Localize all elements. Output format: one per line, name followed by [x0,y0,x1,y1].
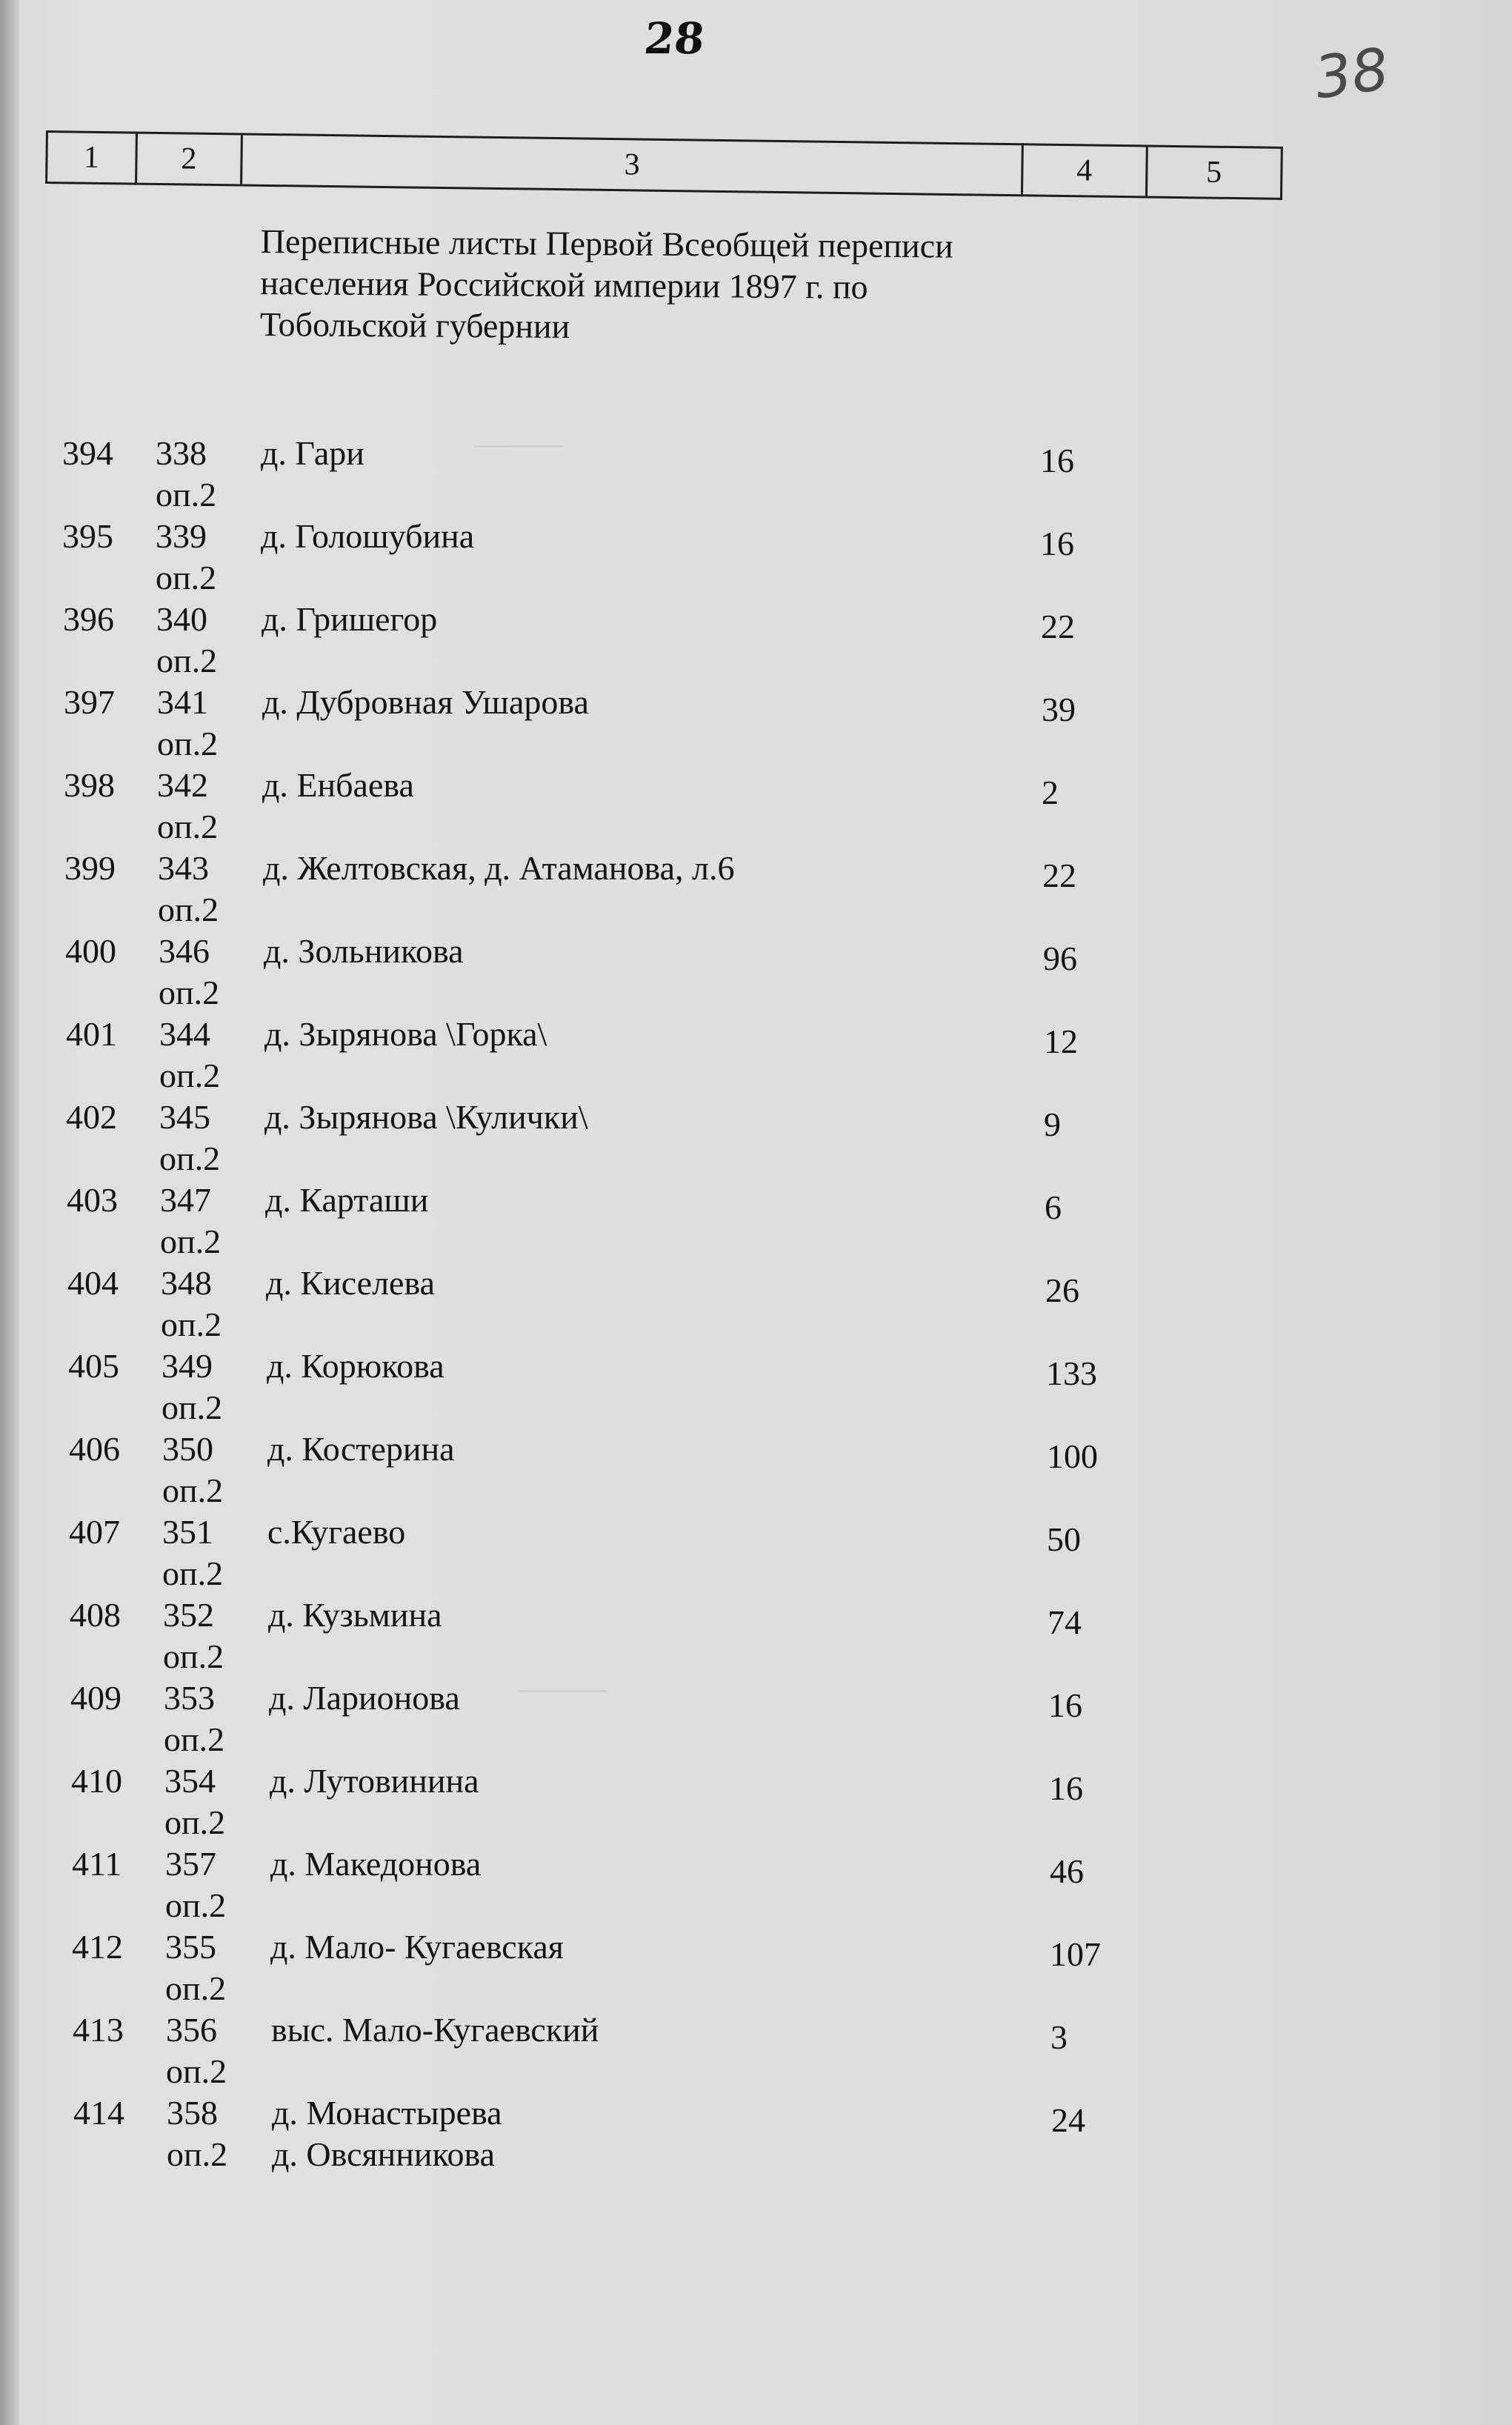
inventory-number: оп.2 [159,1057,221,1094]
sheet-count: 22 [1042,856,1076,894]
sheet-count: 96 [1043,939,1077,977]
case-number: 358 [167,2094,218,2132]
settlement-name: д. Киселева [266,1264,436,1302]
case-number: 357 [165,1845,216,1883]
inventory-number: оп.2 [165,1969,227,2007]
archive-page-number: 38 [1310,36,1393,113]
bleed-through-text: ——— [519,1671,607,1705]
inventory-number: оп.2 [161,1388,223,1426]
sheet-count: 46 [1050,1852,1084,1890]
settlement-name: д. Зырянова \Кулички\ [264,1098,588,1136]
sheet-count: 2 [1042,774,1059,811]
inventory-number: оп.2 [159,974,220,1011]
row-number: 398 [64,766,115,804]
inventory-number: оп.2 [162,1554,224,1592]
inventory-number: оп.2 [164,1803,226,1841]
sheet-count: 39 [1042,691,1076,728]
row-number: 414 [73,2094,124,2132]
sheet-count: 26 [1045,1271,1079,1309]
inventory-number: оп.2 [159,1140,221,1177]
sheet-count: 16 [1049,1769,1083,1807]
case-number: 339 [156,517,207,555]
inventory-number: оп.2 [163,1637,224,1675]
sheet-count: 9 [1044,1105,1061,1143]
sheet-count: 16 [1048,1686,1082,1724]
case-number: 347 [160,1181,211,1219]
inventory-number: оп.2 [165,1886,227,1924]
row-number: 406 [69,1430,120,1468]
settlement-name: д. Голошубина [261,517,475,555]
settlement-name: выс. Мало-Кугаевский [271,2011,599,2049]
column-header-2: 2 [136,133,242,185]
settlement-name: д. Зольникова [264,932,464,970]
sheet-count: 50 [1047,1520,1081,1558]
sheet-count: 133 [1046,1354,1097,1392]
row-number: 407 [69,1513,120,1551]
title-line-3: Тобольской губернии [259,305,570,345]
sheet-count: 16 [1040,525,1074,562]
settlement-name: д. Гари [261,434,364,472]
settlement-name: д. Гришегор [262,600,438,638]
sheet-count: 12 [1044,1022,1078,1060]
inventory-number: оп.2 [161,1305,222,1343]
inventory-number: оп.2 [157,808,219,845]
settlement-name: д. Кузьмина [268,1596,442,1634]
row-number: 395 [62,517,113,555]
inventory-number: оп.2 [166,2052,227,2090]
column-header-4: 4 [1022,144,1147,197]
row-number: 410 [71,1762,122,1800]
settlement-name: д. Мало- Кугаевская [270,1928,564,1966]
row-number: 404 [67,1264,119,1302]
case-number: 345 [159,1098,210,1136]
settlement-name: д. Лутовинина [270,1762,479,1800]
row-number: 394 [62,434,113,472]
row-number: 408 [70,1596,121,1634]
row-number: 399 [64,849,116,887]
sheet-count: 16 [1040,442,1074,479]
row-number: 405 [68,1347,119,1385]
inventory-number: оп.2 [164,1720,225,1758]
inventory-number: оп.2 [156,642,218,679]
case-number: 341 [157,683,208,721]
case-number: 356 [166,2011,217,2049]
inventory-number: оп.2 [162,1471,224,1509]
case-number: 340 [156,600,207,638]
case-number: 355 [165,1928,216,1966]
settlement-name: д. Монастырева [272,2094,502,2132]
inventory-number: оп.2 [156,559,217,596]
row-number: 402 [66,1098,117,1136]
settlement-name: д. Корюкова [267,1347,444,1385]
row-number: 401 [66,1015,117,1053]
row-number: 413 [73,2011,124,2049]
sheet-count: 107 [1050,1935,1101,1973]
settlement-name: д. Желтовская, д. Атаманова, л.6 [263,849,735,887]
title-line-1: Переписные листы Первой Всеобщей переписи [260,222,953,265]
case-number: 343 [158,849,209,887]
inventory-number: оп.2 [167,2135,228,2173]
title-line-2: населения Российской империи 1897 г. по [260,263,868,306]
settlement-name: д. Дубровная Ушарова [262,683,589,721]
page-number: 28 [642,13,707,64]
settlement-name: д. Ларионова [269,1679,460,1717]
inventory-number: оп.2 [156,476,217,513]
sheet-count: 74 [1048,1603,1082,1641]
case-number: 351 [162,1513,213,1551]
column-header-5: 5 [1146,146,1282,199]
bleed-through-text: ——— [474,427,563,460]
sheet-count: 22 [1041,608,1075,645]
settlement-name: с.Кугаево [267,1513,406,1551]
sheet-count: 6 [1045,1188,1062,1226]
settlement-name-secondary: д. Овсянникова [272,2135,496,2173]
sheet-count: 24 [1051,2101,1085,2139]
sheet-count: 100 [1047,1437,1098,1475]
settlement-name: д. Карташи [265,1181,429,1219]
case-number: 354 [164,1762,216,1800]
case-number: 344 [159,1015,210,1053]
case-number: 350 [162,1430,213,1468]
row-number: 403 [67,1181,118,1219]
case-number: 352 [163,1596,214,1634]
row-number: 411 [72,1845,122,1883]
case-number: 348 [161,1264,212,1302]
settlement-name: д. Македонова [270,1845,482,1883]
settlement-name: д. Костерина [267,1430,455,1468]
inventory-number: оп.2 [158,891,219,928]
row-number: 396 [63,600,114,638]
row-number: 409 [70,1679,121,1717]
row-number: 397 [64,683,115,721]
inventory-number: оп.2 [160,1223,222,1260]
case-number: 342 [157,766,208,804]
row-number: 412 [72,1928,123,1966]
case-number: 338 [156,434,207,472]
settlement-name: д. Енбаева [262,766,414,804]
case-number: 346 [159,932,210,970]
case-number: 353 [164,1679,215,1717]
column-header-3: 3 [242,134,1023,196]
inventory-number: оп.2 [157,725,219,762]
row-number: 400 [65,932,116,970]
sheet-count: 3 [1050,2018,1068,2056]
settlement-name: д. Зырянова \Горка\ [264,1015,547,1053]
case-number: 349 [161,1347,213,1385]
column-header-1: 1 [47,132,137,184]
